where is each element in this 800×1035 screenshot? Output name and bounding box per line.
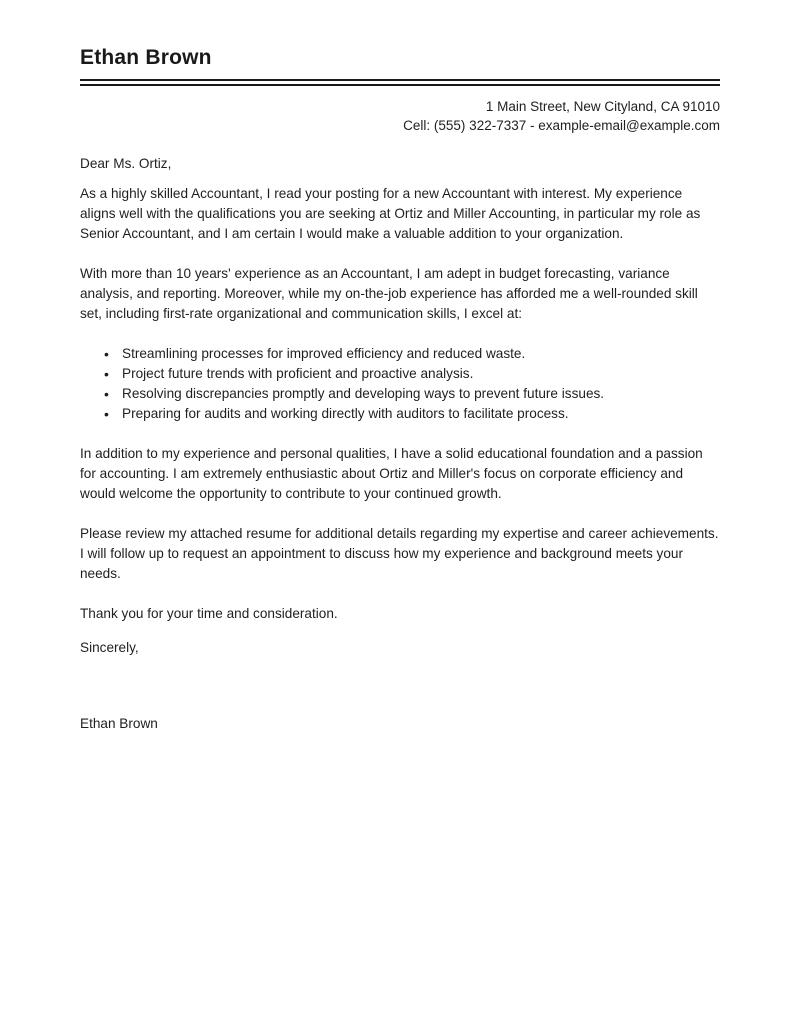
contact-line: Cell: (555) 322-7337 - example-email@example.com	[403, 118, 720, 133]
paragraph-experience: With more than 10 years' experience as an Accountant, I am adept in budget forecasting, variance analysis, and reporting. Moreover, while my on-the-job experience has afforded me a well-rounded skill set, including first-rate organizational and communication skills, I excel at:	[80, 266, 698, 321]
applicant-name-heading: Ethan Brown	[80, 46, 212, 69]
letter-body	[80, 154, 720, 734]
address-line: 1 Main Street, New Cityland, CA 91010	[485, 99, 720, 114]
skill-item: • Resolving discrepancies promptly and developing ways to prevent future issues.	[104, 384, 720, 404]
paragraph-education: In addition to my experience and personal qualities, I have a solid educational foundation and a passion for accounting. I am extremely enthusiastic about Ortiz and Miller's focus on corporate efficiency and would welcome the opportunity to contribute to your continued growth.	[80, 446, 703, 501]
contact-block	[80, 97, 720, 135]
skill-item: • Preparing for audits and working directly with auditors to facilitate process.	[104, 404, 720, 424]
salutation: Dear Ms. Ortiz,	[80, 156, 172, 171]
thank-you-line: Thank you for your time and consideration.	[80, 606, 338, 621]
skill-item: • Project future trends with proficient and proactive analysis.	[104, 364, 720, 384]
skill-item: • Streamlining processes for improved efficiency and reduced waste.	[104, 344, 720, 364]
header-double-rule	[80, 79, 720, 86]
closing-line: Sincerely,	[80, 640, 139, 655]
paragraph-followup: Please review my attached resume for additional details regarding my expertise and career achievements. I will follow up to request an appointment to discuss how my experience and background meets your needs.	[80, 526, 719, 581]
paragraph-intro: As a highly skilled Accountant, I read your posting for a new Accountant with interest. My experience aligns well with the qualifications you are seeking at Ortiz and Miller Accounting, in particular my role as Senior Accountant, and I am certain I would make a valuable addition to your organization.	[80, 186, 701, 241]
signature-name: Ethan Brown	[80, 716, 158, 731]
skills-list	[80, 344, 720, 424]
